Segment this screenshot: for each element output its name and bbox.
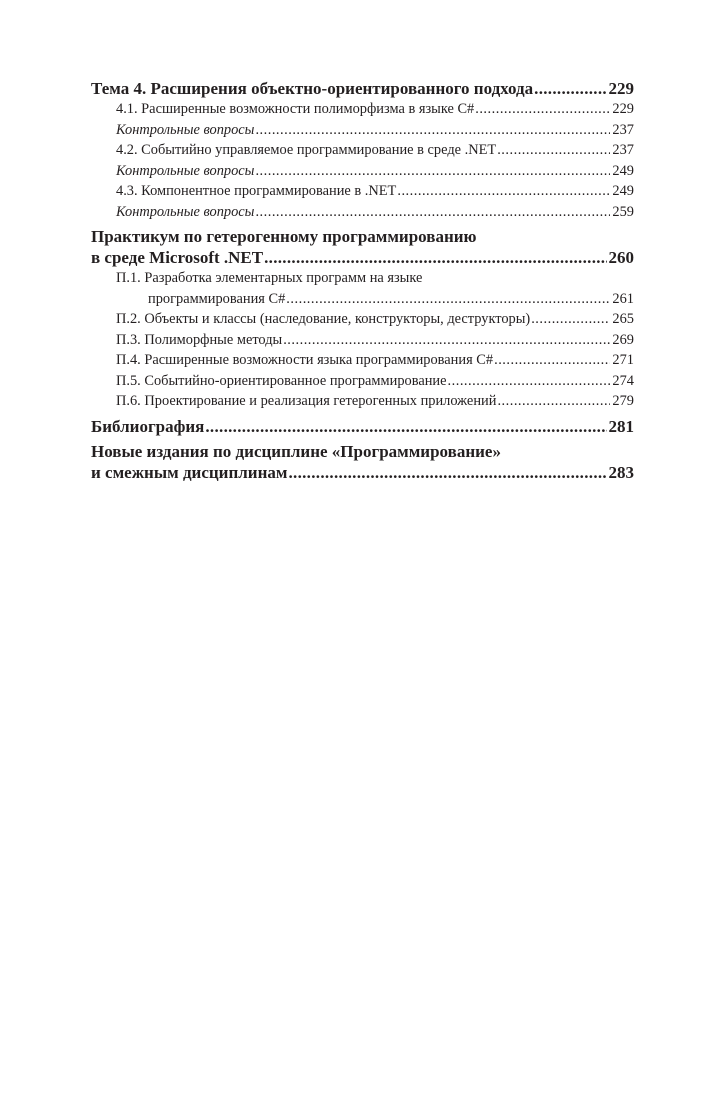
dot-leader [475, 99, 610, 120]
toc-entry-title: в среде Microsoft .NET [91, 248, 264, 267]
toc-entry-title: Контрольные вопросы [116, 203, 255, 220]
toc-entry-title: 4.1. Расширенные возможности полиморфизма в языке C# [116, 101, 475, 117]
dot-leader [397, 181, 610, 202]
dot-leader [264, 247, 606, 268]
toc-entry-title: П.4. Расширенные возможности языка программирования C# [116, 352, 494, 368]
toc-entry-practicum[interactable] [91, 247, 634, 268]
toc-entry-page: 229 [608, 79, 634, 98]
toc-entry-page: 237 [612, 142, 634, 158]
toc-entry-p1-line1[interactable]: П.1. Разработка элементарных программ на языке [116, 270, 423, 286]
toc-entry-4-1[interactable] [91, 99, 634, 120]
toc-entry-page: 283 [608, 462, 634, 482]
toc-entry-title: Тема 4. Расширения объектно-ориентированного подхода [91, 79, 534, 98]
toc-entry-p4[interactable] [91, 350, 634, 371]
toc-entry-page: 249 [612, 183, 634, 199]
toc-entry-page: 269 [612, 331, 634, 348]
toc-entry-page: 281 [608, 416, 634, 436]
dot-leader [286, 289, 610, 310]
dot-leader [255, 202, 610, 223]
toc-entry-4-3[interactable] [91, 181, 634, 202]
toc-entry-title: П.3. Полиморфные методы [116, 331, 283, 348]
toc-entry-title: Библиография [91, 416, 205, 436]
toc-entry-page: 271 [612, 352, 634, 368]
toc-entry-p6[interactable] [91, 391, 634, 412]
toc-entry-title: П.6. Проектирование и реализация гетерогенных приложений [116, 393, 497, 409]
toc-entry-p3[interactable] [91, 330, 634, 351]
toc-entry-title: Контрольные вопросы [116, 162, 255, 179]
toc-entry-page: 229 [612, 101, 634, 117]
dot-leader [283, 330, 610, 351]
toc-entry-bibliography[interactable] [91, 416, 634, 437]
toc-entry-page: 274 [612, 372, 634, 389]
toc-entry-review-questions-1[interactable] [91, 120, 634, 141]
toc-entry-4-2[interactable] [91, 140, 634, 161]
toc-entry-topic4[interactable] [91, 78, 634, 99]
toc-entry-page: 261 [612, 290, 634, 307]
dot-leader [448, 371, 611, 392]
toc-entry-practicum-title-line1[interactable]: Практикум по гетерогенному программированию [91, 227, 477, 246]
toc-entry-title: Контрольные вопросы [116, 121, 255, 138]
toc-entry-p5[interactable] [91, 371, 634, 392]
dot-leader [497, 140, 610, 161]
toc-entry-page: 237 [612, 121, 634, 138]
dot-leader [534, 78, 606, 99]
toc-entry-new-editions-line1[interactable]: Новые издания по дисциплине «Программирование» [91, 441, 501, 461]
toc-entry-title: П.2. Объекты и классы (наследование, конструкторы, деструкторы) [116, 311, 531, 327]
toc-entry-p2[interactable] [91, 309, 634, 330]
toc-entry-page: 249 [612, 162, 634, 179]
toc-entry-title: 4.2. Событийно управляемое программирование в среде .NET [116, 142, 497, 158]
toc-entry-review-questions-2[interactable] [91, 161, 634, 182]
toc-entry-title: программирования C# [148, 290, 286, 307]
dot-leader [255, 120, 610, 141]
toc-entry-title: П.5. Событийно-ориентированное программирование [116, 372, 447, 389]
toc-entry-page: 259 [612, 203, 634, 220]
toc-entry-title: и смежным дисциплинам [91, 462, 288, 482]
toc-entry-review-questions-3[interactable] [91, 202, 634, 223]
toc-entry-page: 260 [608, 248, 634, 267]
dot-leader [255, 161, 610, 182]
dot-leader [494, 350, 610, 371]
dot-leader [288, 462, 606, 483]
toc-entry-new-editions[interactable] [91, 462, 634, 483]
toc-entry-page: 279 [612, 393, 634, 409]
toc-entry-page: 265 [612, 311, 634, 327]
dot-leader [531, 309, 610, 330]
table-of-contents [91, 78, 634, 483]
dot-leader [497, 391, 610, 412]
dot-leader [205, 416, 606, 437]
toc-entry-p1[interactable] [91, 289, 634, 310]
toc-entry-title: 4.3. Компонентное программирование в .NET [116, 183, 397, 199]
